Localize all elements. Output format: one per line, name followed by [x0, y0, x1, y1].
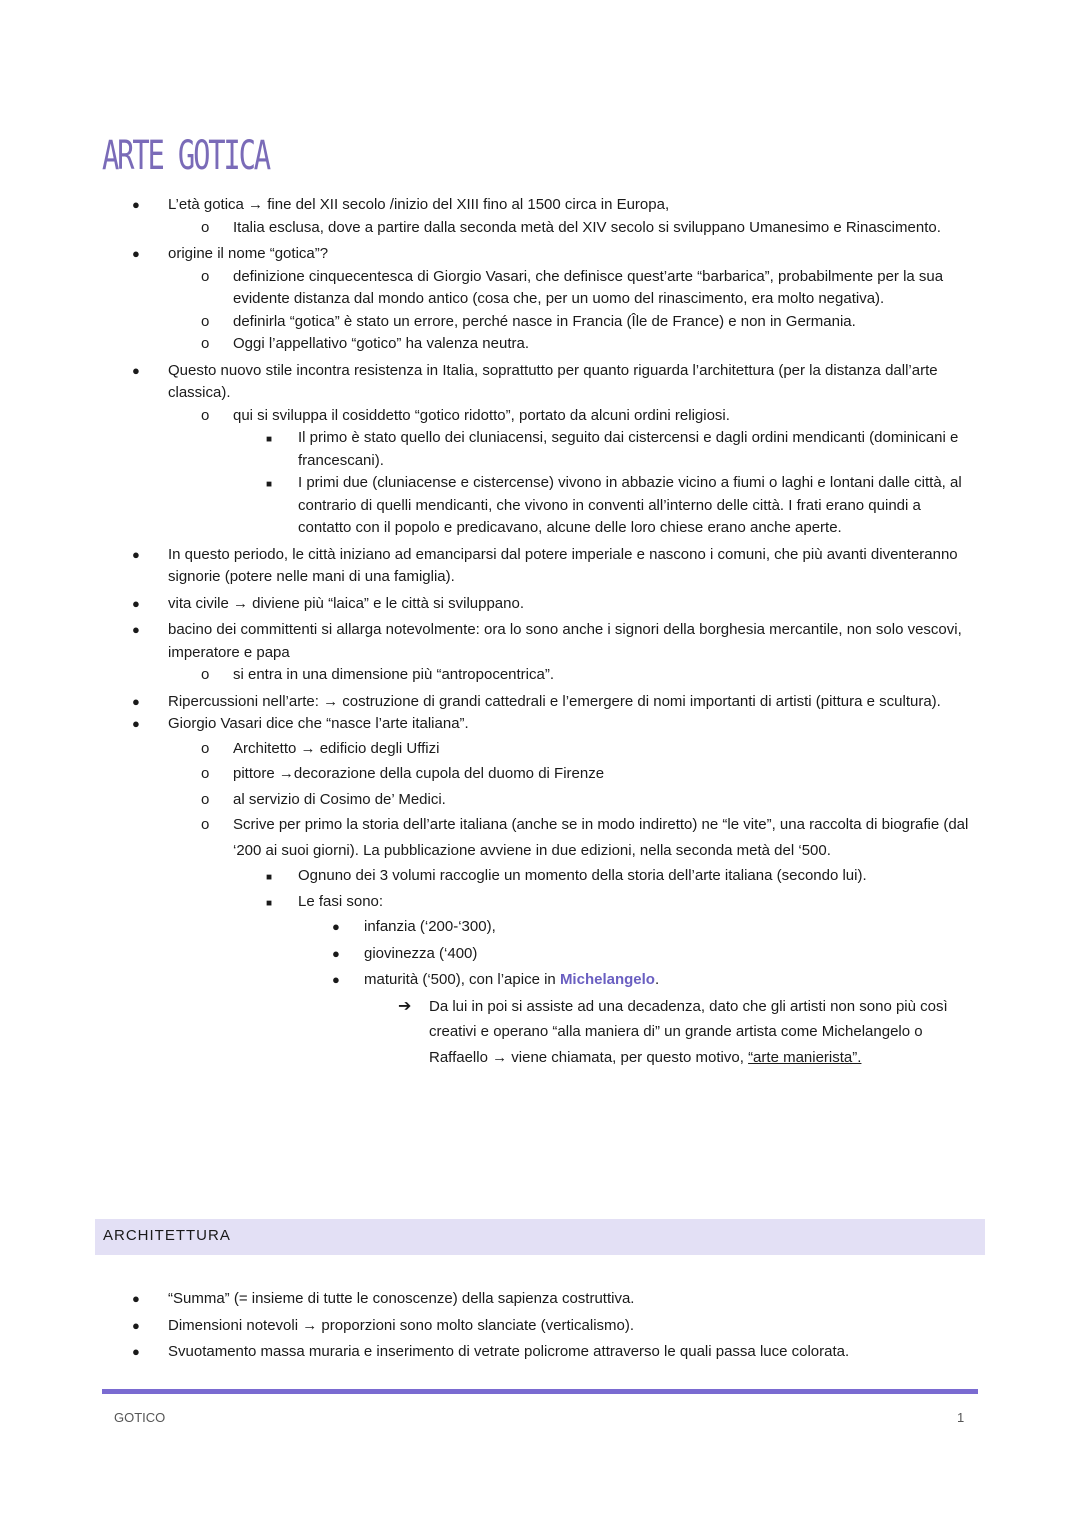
list-item-text: Questo nuovo stile incontra resistenza in Italia, soprattutto per quanto riguarda l’architettura (per la distanza dall’arte classica). [168, 361, 938, 401]
bullet: ■ [266, 872, 273, 883]
list-item [0, 472, 1080, 540]
list-item [0, 266, 1080, 311]
list-item-text: Il primo è stato quello dei cluniacensi, seguito dai cistercensi e dagli ordini mendicanti (dominicani e francescani). [298, 429, 959, 469]
list-item [0, 1339, 1080, 1366]
list-item [0, 194, 1080, 217]
notes-list [0, 194, 1080, 1070]
list-item [0, 994, 1080, 1071]
footer-section-name: GOTICO [114, 1410, 166, 1425]
text: . [654, 971, 660, 988]
list-item [0, 967, 1080, 994]
bullet: ● [132, 693, 140, 709]
bullet: ● [332, 972, 340, 987]
list-item [0, 736, 1080, 762]
list-item-text: origine il nome “gotica”? [168, 245, 329, 262]
bullet: o [201, 335, 210, 352]
list-item [0, 1286, 1080, 1313]
bullet: o [201, 218, 210, 236]
bullet: o [201, 790, 210, 808]
text: Da lui in poi si assiste ad una decadenza, dato che gli artisti non sono più così creativi e operano “alla maniera di” un grande artista come Michelangelo o Raffaello → viene chiamata, per questo motivo, [429, 997, 948, 1066]
bullet: o [201, 267, 210, 285]
footer-divider [102, 1389, 978, 1394]
list-item-text: bacino dei committenti si allarga notevolmente: ora lo sono anche i signori della borghesia mercantile, non solo vescovi, imperatore e papa [168, 621, 962, 661]
page-number: 1 [957, 1410, 965, 1425]
list-item [0, 593, 1080, 616]
bullet: ● [132, 716, 140, 731]
page-title: ARTE GOTICA [102, 133, 269, 179]
list-item [0, 243, 1080, 266]
list-item-text: I primi due (cluniacense e cistercense) vivono in abbazie vicino a fiumi o laghi e lontani dalle città, al contrario di quelli mendicanti, che vivono in conventi all’interno delle città. I frati erano quindi a contatto con il popolo e predicavano, alcune delle loro chiese erano anche aperte. [298, 474, 962, 536]
list-item-text: “Summa” (= insieme di tutte le conoscenze) della sapienza costruttiva. [168, 1290, 635, 1307]
list-item-text: Ognuno dei 3 volumi raccoglie un momento della storia dell’arte italiana (secondo lui). [298, 867, 867, 884]
list-item [0, 812, 1080, 863]
bullet: o [201, 765, 210, 782]
list-item-text: giovinezza (‘400) [364, 944, 478, 962]
list-item [0, 405, 1080, 428]
bullet: ● [132, 1344, 140, 1359]
highlight-michelangelo: Michelangelo [559, 971, 655, 988]
bullet: ● [132, 1291, 140, 1306]
bullet: ● [132, 1317, 140, 1333]
list-item-text: qui si sviluppa il cosiddetto “gotico ridotto”, portato da alcuni ordini religiosi. [233, 406, 730, 424]
text: maturità (‘500), con l’apice in [364, 971, 560, 988]
bullet: ● [132, 197, 140, 212]
list-item-text: Giorgio Vasari dice che “nasce l’arte italiana”. [168, 715, 469, 732]
list-item-text: definizione cinquecentesca di Giorgio Vasari, che definisce quest’arte “barbarica”, probabilmente per la sua evidente distanza dal mondo antico (cosa che, per un uomo del rinascimento, era molto negativa). [233, 267, 944, 307]
list-item-text: Ripercussioni nell’arte: → costruzione di grandi cattedrali e l’emergere di nomi importanti di artisti (pittura e scultura). [168, 692, 941, 710]
list-item-text [364, 967, 979, 994]
list-item [0, 941, 1080, 968]
list-item-text: In questo periodo, le città iniziano ad emanciparsi dal potere imperiale e nascono i comuni, che più avanti diventeranno signorie (potere nelle mani di una famiglia). [168, 545, 958, 585]
bullet: ● [332, 919, 340, 934]
section-list [0, 1286, 1080, 1366]
list-item-text: Oggi l’appellativo “gotico” ha valenza neutra. [233, 335, 530, 352]
list-item-text: Svuotamento massa muraria e inserimento di vetrate policrome attraverso le quali passa luce colorata. [168, 1343, 850, 1360]
bullet: ● [132, 546, 140, 562]
list-item [0, 691, 1080, 714]
list-item-text: L’età gotica → fine del XII secolo /inizio del XIII fino al 1500 circa in Europa, [168, 196, 670, 213]
list-item [0, 544, 1080, 589]
bullet: ■ [266, 479, 273, 490]
list-item [0, 1313, 1080, 1340]
list-item [0, 311, 1080, 334]
link-arte-manierista[interactable]: “arte manierista”. [748, 1048, 862, 1066]
list-item [0, 360, 1080, 405]
list-item-text: Scrive per primo la storia dell’arte italiana (anche se in modo indiretto) ne “le vite”, una raccolta di biografie (dal ‘200 ai suoi giorni). La pubblicazione avviene in due edizioni, nella seconda metà del ‘500. [233, 816, 969, 859]
bullet: o [201, 739, 210, 757]
bullet: ● [132, 246, 140, 261]
list-item-text: Architetto → edificio degli Uffizi [233, 739, 440, 757]
section-heading: ARCHITETTURA [103, 1227, 231, 1244]
list-item-text: Italia esclusa, dove a partire dalla seconda metà del XIV secolo si sviluppano Umanesimo e Rinascimento. [233, 218, 941, 236]
list-item-text: pittore →decorazione della cupola del duomo di Firenze [233, 765, 605, 782]
bullet: ● [332, 945, 340, 961]
list-item [0, 427, 1080, 472]
bullet: ● [132, 595, 140, 611]
list-item [0, 863, 1080, 889]
list-item [0, 619, 1080, 664]
bullet: ● [132, 362, 140, 378]
bullet: o [201, 406, 210, 424]
list-item-text: definirla “gotica” è stato un errore, perché nasce in Francia (Île de France) e non in Germania. [233, 312, 856, 330]
arrow-icon: ➔ [398, 997, 412, 1015]
bullet: ● [132, 622, 140, 637]
list-item [0, 914, 1080, 941]
list-item-text: al servizio di Cosimo de’ Medici. [233, 790, 446, 808]
list-item [0, 889, 1080, 915]
list-item-text: Dimensioni notevoli → proporzioni sono molto slanciate (verticalismo). [168, 1316, 635, 1334]
list-item [0, 333, 1080, 356]
list-item-text: infanzia (‘200-‘300), [364, 918, 496, 935]
list-item [0, 664, 1080, 687]
list-item [0, 217, 1080, 240]
list-item-text [429, 994, 974, 1071]
bullet: ■ [266, 434, 273, 445]
list-item [0, 713, 1080, 736]
list-item-text: si entra in una dimensione più “antropocentrica”. [233, 666, 555, 683]
bullet: ■ [266, 897, 273, 909]
list-item [0, 787, 1080, 813]
list-item-text: vita civile → diviene più “laica” e le città si sviluppano. [168, 594, 524, 612]
list-item-text: Le fasi sono: [298, 892, 384, 910]
bullet: o [201, 312, 210, 330]
bullet: o [201, 816, 210, 833]
list-item [0, 761, 1080, 787]
bullet: o [201, 666, 210, 683]
